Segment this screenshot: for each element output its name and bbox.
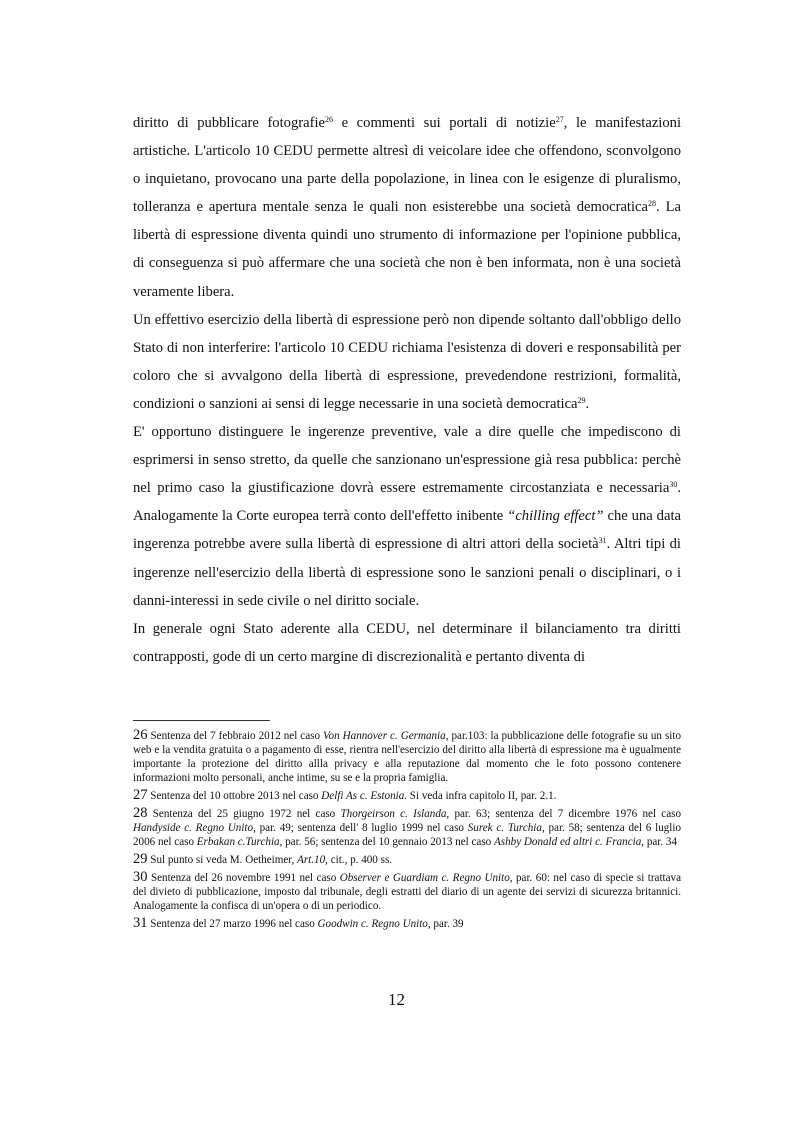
footnote-ref-31[interactable]: 31 [598, 536, 607, 546]
footnote-ref-30[interactable]: 30 [669, 480, 678, 490]
footnote-29: 29 Sul punto si veda M. Oetheimer, Art.10, cit., p. 400 ss. [133, 851, 393, 867]
chilling-effect-term: “chilling effect” [507, 508, 604, 525]
paragraph-3: E' opportuno distinguere le ingerenze preventive, vale a dire quelle che impediscono di esprimersi in senso stretto, da quelle che sanzionano un'espressione già resa pubblica: perchè nel primo caso la giustificazione dovrà essere estremamente circostanziata e necessaria$^{30}$. Analogamente la Corte europea terrà conto dell'effetto inibente “chilling effect” che una data ingerenza potrebbe avere sulla libertà di espressione di altri attori della società$^{31}$. Altri tipi di ingerenze nell'esercizio della libertà di espressione sono le sanzioni penali o disciplinari, o i danni-interessi in sede civile o nel diritto sociale. [133, 424, 681, 609]
footnote-number: 28 [133, 805, 148, 821]
paragraph-1: diritto di pubblicare fotografie$^{26}$ e commenti sui portali di notizie$^{27}$, le manifestazioni artistiche. L'articolo 10 CEDU permette altresì di veicolare idee che offendono, sconvolgono o inquietano, provocano una parte della popolazione, in linea con le esigenze di pluralismo, tolleranza e apertura mentale senza le quali non esisterebbe una società democratica$^{28}$. La libertà di espressione diventa quindi uno strumento di informazione per l'opinione pubblica, di conseguenza si può affermare che una società che non è ben informata, non è una società veramente libera. [133, 115, 682, 300]
page-number: 12 [388, 990, 405, 1009]
footnote-31: 31 Sentenza del 27 marzo 1996 nel caso Goodwin c. Regno Unito, par. 39 [133, 915, 464, 931]
footnote-ref-28[interactable]: 28 [648, 199, 656, 209]
footnote-number: 26 [133, 727, 148, 743]
body-text [133, 109, 681, 671]
footnote-28: 28 Sentenza del 25 giugno 1972 nel caso Thorgeirson c. Islanda, par. 63; sentenza del 7 dicembre 1976 nel caso Handyside c. Regno Unito, par. 49; sentenza dell' 8 luglio 1999 nel caso Surek c. Turchia, par. 58; sentenza del 6 luglio 2006 nel caso Erbakan c.Turchia, par. 56; sentenza del 10 gennaio 2013 nel caso Ashby Donald ed altri c. Francia, par. 34 [133, 805, 681, 848]
footnote-number: 29 [133, 851, 148, 867]
footnotes [133, 728, 681, 934]
footnote-26: 26 Sentenza del 7 febbraio 2012 nel caso Von Hannover c. Germania, par.103: la pubblicazione delle fotografie su un sito web e la vendita gratuita o a pagamento di esse, rientra nell'esercizio del diritto alla libertà di espressione ma è ugualmente importante la protezione del diritto allla privacy e alla reputazione dal momento che le foto possono contenere informazioni molto personali, anche intime, su se e la propria famiglia. [133, 727, 681, 784]
footnote-number: 27 [133, 787, 148, 803]
footnote-ref-29[interactable]: 29 [577, 395, 586, 405]
footnote-ref-26[interactable]: 26 [324, 115, 333, 124]
footnote-divider [133, 720, 270, 721]
footnote-number: 30 [133, 869, 148, 885]
footnote-30: 30 Sentenza del 26 novembre 1991 nel caso Observer e Guardiam c. Regno Unito, par. 60: nel caso di specie si trattava del divieto di pubblicazione, imposto dal tribunale, degli estratti del diario di un agente dei servizi di sicurezza britannici. Analogamente la confisca di un'opera o di un periodico. [133, 869, 682, 912]
footnote-number: 31 [133, 915, 148, 931]
footnote-27: 27 Sentenza del 10 ottobre 2013 nel caso Delfi As c. Estonia. Si veda infra capitolo II, par. 2.1. [133, 787, 557, 803]
paragraph-2: Un effettivo esercizio della libertà di espressione però non dipende soltanto dall'obbligo dello Stato di non interferire: l'articolo 10 CEDU richiama l'esistenza di doveri e responsabilità per coloro che si avvalgono della libertà di espressione, prevedendone restrizioni, formalità, condizioni o sanzioni ai sensi di legge necessarie in una società democratica$^{29}$. [133, 311, 681, 412]
footnote-ref-27[interactable]: 27 [555, 115, 564, 124]
paragraph-4: In generale ogni Stato aderente alla CEDU, nel determinare il bilanciamento tra diritti contrapposti, gode di un certo margine di discrezionalità e pertanto diventa di [133, 620, 681, 665]
